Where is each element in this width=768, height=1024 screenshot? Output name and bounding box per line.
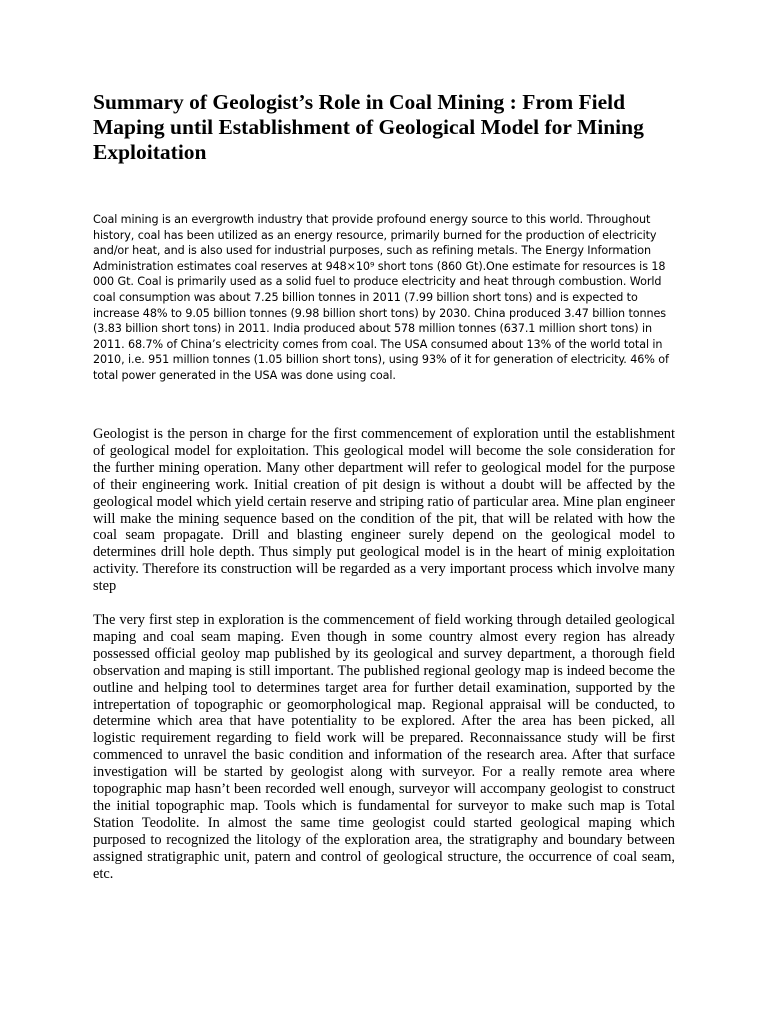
body-paragraph-2: The very first step in exploration is the commencement of field working through detailed geological maping and coal seam maping. Even though in some country almost every region has already possessed official geoloy map published by its geological and survey department, a thorough field observation and maping is still important. The published regional geology map is indeed become the outline and helping tool to determines target area for further detail examination, supported by the intrepertation of topographic or geomorphological map. Regional appraisal will be conducted, to determine which area that have potentiality to be explored. After the area has been picked, all logistic requirement regarding to field work will be prepared. Reconnaissance study will be first commenced to unravel the basic condition and information of the research area. After that surface investigation will be started by geologist along with surveyor. For a really remote area where topographic map hasn’t been recorded well enough, surveyor will accompany geologist to construct the initial topographic map. Tools which is fundamental for surveyor to make such map is Total Station Teodolite. In almost the same time geologist could started geological maping which purposed to recognized the litology of the exploration area, the stratigraphy and boundary between assigned stratigraphic unit, patern and control of geological structure, the occurrence of coal seam, etc.: [93, 612, 675, 882]
intro-paragraph: Coal mining is an evergrowth industry that provide profound energy source to this world. Throughout history, coal has been utilized as an energy resource, primarily burned for the production of electricity and/or heat, and is also used for industrial purposes, such as refining metals. The Energy Information Administration estimates coal reserves at 948×10⁹ short tons (860 Gt).One estimate for resources is 18 000 Gt. Coal is primarily used as a solid fuel to produce electricity and heat through combustion. World coal consumption was about 7.25 billion tonnes in 2011 (7.99 billion short tons) and is expected to increase 48% to 9.05 billion tonnes (9.98 billion short tons) by 2030. China produced 3.47 billion tonnes (3.83 billion short tons) in 2011. India produced about 578 million tonnes (637.1 million short tons) in 2011. 68.7% of China’s electricity comes from coal. The USA consumed about 13% of the world total in 2010, i.e. 951 million tonnes (1.05 billion short tons), using 93% of it for generation of electricity. 46% of total power generated in the USA was done using coal.: [93, 213, 669, 382]
document-title: Summary of Geologist’s Role in Coal Mining : From Field Maping until Establishment of Geological Model for Mining Exploitation: [93, 90, 644, 164]
body-paragraph-1: Geologist is the person in charge for the first commencement of exploration until the establishment of geological model for exploitation. This geological model will become the sole consideration for the further mining operation. Many other department will refer to geological model for the purpose of their engineering work. Initial creation of pit design is without a doubt will be affected by the geological model which yield certain reserve and striping ratio of particular area. Mine plan engineer will make the mining sequence based on the condition of the pit, that will be related with how the coal seam propagate. Drill and blasting engineer surely depend on the geological model to determines drill hole depth. Thus simply put geological model is in the heart of minig exploitation activity. Therefore its construction will be regarded as a very important process which involve many step: [93, 426, 675, 595]
